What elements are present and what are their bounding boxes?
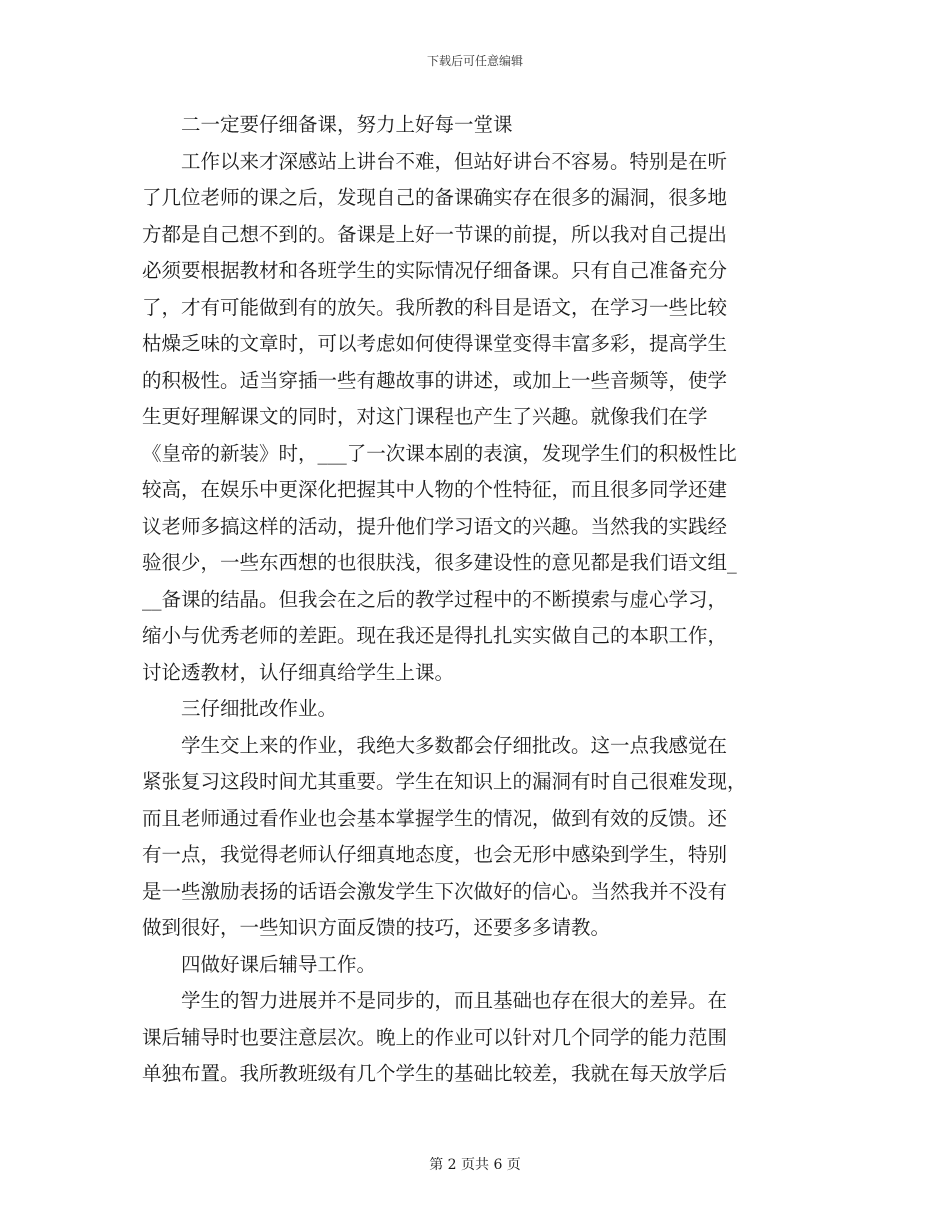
paragraph-line: 缩小与优秀老师的差距。现在我还是得扎扎实实做自己的本职工作， [142, 624, 728, 647]
paragraph-line: 工作以来才深感站上讲台不难，但站好讲台不容易。特别是在听 [181, 149, 728, 173]
paragraph-line: 议老师多搞这样的活动，提升他们学习语文的兴趣。当然我的实践经 [142, 514, 728, 538]
paragraph-line: 有一点，我觉得老师认仔细真地态度，也会无形中感染到学生，特别 [142, 843, 728, 866]
document-body [142, 107, 807, 1093]
paragraph-line: 《皇帝的新装》时，___了一次课本剧的表演，发现学生们的积极性比 [142, 441, 737, 465]
paragraph-line: 讨论透教材，认仔细真给学生上课。 [142, 660, 455, 684]
paragraph-line: 生更好理解课文的同时，对这门课程也产生了兴趣。就像我们在学 [142, 405, 708, 428]
paragraph-line: 较高，在娱乐中更深化把握其中人物的个性特征，而且很多同学还建 [142, 478, 728, 501]
paragraph-line: 了几位老师的课之后，发现自己的备课确实存在很多的漏洞，很多地 [142, 186, 728, 209]
section-heading: 二一定要仔细备课，努力上好每一堂课 [181, 113, 513, 136]
paragraph-line: 必须要根据教材和各班学生的实际情况仔细备课。只有自己准备充分 [142, 259, 728, 282]
paragraph-line: 学生的智力进展并不是同步的，而且基础也存在很大的差异。在 [181, 989, 728, 1012]
paragraph-line: 是一些激励表扬的话语会激发学生下次做好的信心。当然我并不没有 [142, 879, 728, 903]
paragraph-line: __备课的结晶。但我会在之后的教学过程中的不断摸索与虚心学习， [142, 587, 728, 611]
paragraph-line: 了，才有可能做到有的放矢。我所教的科目是语文，在学习一些比较 [142, 295, 728, 319]
paragraph-line: 方都是自己想不到的。备课是上好一节课的前提，所以我对自己提出 [142, 222, 728, 246]
paragraph-line: 学生交上来的作业，我绝大多数都会仔细批改。这一点我感觉在 [181, 733, 728, 757]
page-header: 下载后可任意编辑 [426, 54, 523, 68]
paragraph-line: 枯燥乏味的文章时，可以考虑如何使得课堂变得丰富多彩，提高学生 [142, 332, 728, 355]
page-number-footer: 第 2 页共 6 页 [429, 1157, 521, 1173]
paragraph-line: 验很少，一些东西想的也很肤浅，很多建设性的意见都是我们语文组_ [142, 551, 737, 574]
paragraph-line: 课后辅导时也要注意层次。晚上的作业可以针对几个同学的能力范围 [142, 1025, 728, 1049]
paragraph-line: 做到很好，一些知识方面反馈的技巧，还要多多请教。 [142, 916, 611, 939]
paragraph-line: 紧张复习这段时间尤其重要。学生在知识上的漏洞有时自己很难发现， [142, 770, 747, 793]
section-heading: 四做好课后辅导工作。 [181, 952, 377, 976]
paragraph-line: 的积极性。适当穿插一些有趣故事的讲述，或加上一些音频等，使学 [142, 368, 728, 392]
paragraph-line: 而且老师通过看作业也会基本掌握学生的情况，做到有效的反馈。还 [142, 806, 728, 830]
paragraph-line: 单独布置。我所教班级有几个学生的基础比较差，我就在每天放学后 [142, 1062, 728, 1085]
section-heading: 三仔细批改作业。 [181, 697, 338, 720]
